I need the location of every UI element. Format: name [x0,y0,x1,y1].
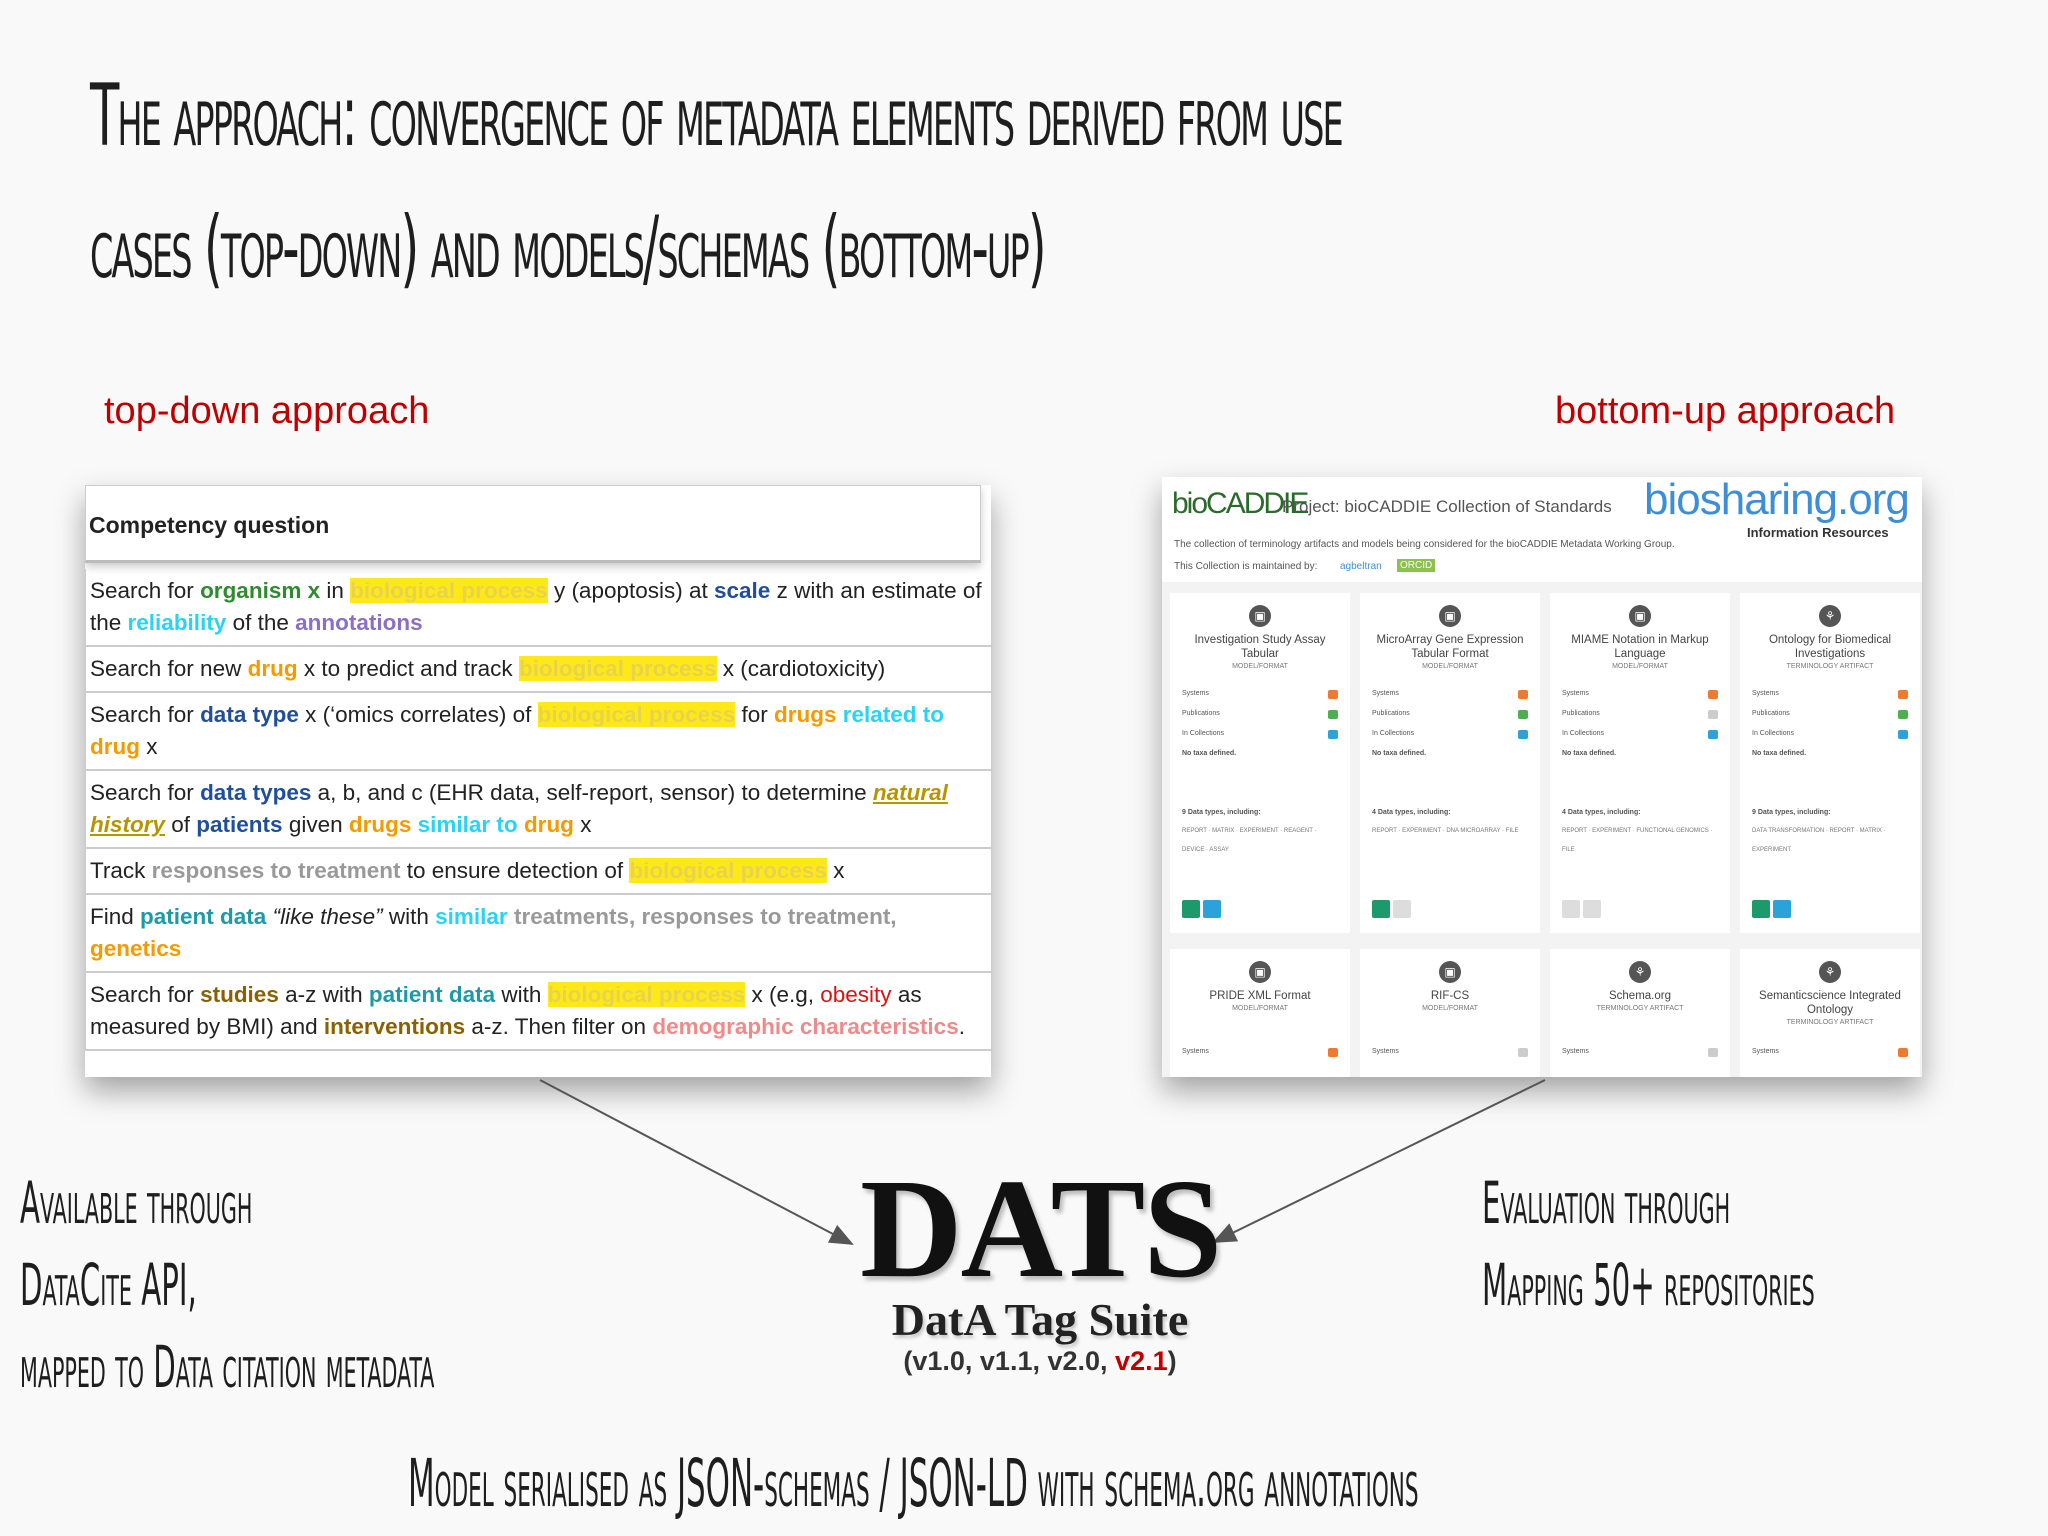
table-row: Search for organism x in biological process y (apoptosis) at scale z with an estimate of the reliability of the annotations [85,569,991,647]
data-types: 4 Data types, including: [1562,809,1641,816]
table-row: Find patient data “like these” with similar treatments, responses to treatment, genetics [85,895,991,973]
no-taxa: No taxa defined. [1182,750,1237,757]
card-name: PRIDE XML Format [1209,990,1311,1002]
card-name: Ontology for Biomedical Investigations [1768,634,1892,660]
card-type: MODEL/FORMAT [1612,663,1668,670]
card-name: Investigation Study Assay Tabular [1194,634,1326,660]
mapped-to-datacite: mapped to Data citation metadata [20,1333,435,1401]
collection-description: The collection of terminology artifacts and models being considered for the bioCADDIE Metadata Working Group. [1174,539,1675,550]
ontology-icon: ⚘ [1819,605,1841,627]
card-name: Semanticscience Integrated Ontology [1759,990,1901,1016]
table-row: Search for studies a-z with patient data with biological process x (e.g, obesity as measured by BMI) and interventions a-z. Then filter on demographic characteristics. [85,973,991,1051]
card-type: TERMINOLOGY ARTIFACT [1786,1019,1874,1026]
model-icon: ▣ [1629,605,1651,627]
available-through: Available through [20,1169,253,1237]
stat-publications: Publications [1360,704,1540,724]
card-name: MicroArray Gene Expression Tabular Format [1376,634,1524,660]
data-types: 9 Data types, including: [1752,809,1831,816]
ontology-icon: ⚘ [1629,961,1651,983]
dats-versions: (v1.0, v1.1, v2.0, v2.1) [903,1346,1177,1376]
stat-publications: Publications [1740,704,1920,724]
stat-systems: Systems [1550,1042,1730,1062]
card-type: TERMINOLOGY ARTIFACT [1786,663,1874,670]
biosharing-logo: biosharing.org [1644,477,1909,524]
table-row: Track responses to treatment to ensure detection of biological process x [85,849,991,895]
maintained-by: This Collection is maintained by: [1174,561,1318,572]
card-name: RIF-CS [1430,990,1470,1002]
model-icon: ▣ [1439,961,1461,983]
stat-systems: Systems [1360,684,1540,704]
stat-systems: Systems [1740,1042,1920,1062]
biocaddie-logo: bioCADDIE [1172,487,1308,520]
card-type: MODEL/FORMAT [1232,1005,1288,1012]
data-type-tags: DATA TRANSFORMATION · REPORT · MATRIX · EXPERIMENT [1752,828,1886,853]
bottom-up-label: bottom-up approach [1555,390,1896,432]
stat-publications: Publications [1550,704,1730,724]
information-resources: Information Resources [1747,525,1889,540]
card-type: TERMINOLOGY ARTIFACT [1596,1005,1684,1012]
card-name: MIAME Notation in Markup Language [1571,634,1709,660]
stat-systems: Systems [1170,684,1350,704]
stat-collections: In Collections [1550,724,1730,744]
dats-logo [860,1149,1221,1380]
slide-title-line-2: cases (top-down) and models/schemas (bottom-up) [90,198,1045,298]
data-type-tags: REPORT · MATRIX · EXPERIMENT · REAGENT · DEVICE · ASSAY [1182,828,1317,853]
stat-collections: In Collections [1360,724,1540,744]
card-type: MODEL/FORMAT [1422,663,1478,670]
stat-systems: Systems [1170,1042,1350,1062]
maintainer-link[interactable]: agbeltran [1340,561,1382,572]
evaluation-through: Evaluation through [1482,1169,1731,1237]
dats-full-name: DatA Tag Suite [891,1294,1189,1345]
model-icon: ▣ [1249,961,1271,983]
data-type-tags: REPORT · EXPERIMENT · DNA MICROARRAY · FILE [1372,828,1519,834]
data-types: 9 Data types, including: [1182,809,1261,816]
project-title: Project: bioCADDIE Collection of Standards [1282,497,1612,516]
card-name: Schema.org [1608,990,1671,1002]
table-row: Search for new drug x to predict and track biological process x (cardiotoxicity) [85,647,991,693]
no-taxa: No taxa defined. [1562,750,1617,757]
stat-systems: Systems [1740,684,1920,704]
table-row: Search for data types a, b, and c (EHR data, self-report, sensor) to determine natural history of patients given drugs similar to drug x [85,771,991,849]
arrow-left [540,1080,852,1244]
card-type: MODEL/FORMAT [1232,663,1288,670]
datacite-api: DataCite API, [20,1251,197,1319]
competency-header: Competency question [85,485,981,563]
card-type: MODEL/FORMAT [1422,1005,1478,1012]
model-icon: ▣ [1249,605,1271,627]
ontology-icon: ⚘ [1819,961,1841,983]
mapping-repositories: Mapping 50+ repositories [1482,1251,1815,1319]
no-taxa: No taxa defined. [1372,750,1427,757]
model-icon: ▣ [1439,605,1461,627]
stat-publications: Publications [1170,704,1350,724]
orcid-badge[interactable]: ORCID [1397,559,1435,572]
serialisation-note: Model serialised as JSON-schemas / JSON-LD with schema.org annotations [408,1445,1419,1522]
no-taxa: No taxa defined. [1752,750,1807,757]
stat-systems: Systems [1550,684,1730,704]
top-down-label: top-down approach [104,390,430,432]
stat-systems: Systems [1360,1042,1540,1062]
data-types: 4 Data types, including: [1372,809,1451,816]
stat-collections: In Collections [1740,724,1920,744]
table-row: Search for data type x (‘omics correlates) of biological process for drugs related to drug x [85,693,991,771]
stat-collections: In Collections [1170,724,1350,744]
data-type-tags: REPORT · EXPERIMENT · FUNCTIONAL GENOMICS · FILE [1562,828,1713,853]
slide-title-line-1: The approach: convergence of metadata elements derived from use [90,66,1342,166]
dats-name: DATS [860,1149,1221,1307]
